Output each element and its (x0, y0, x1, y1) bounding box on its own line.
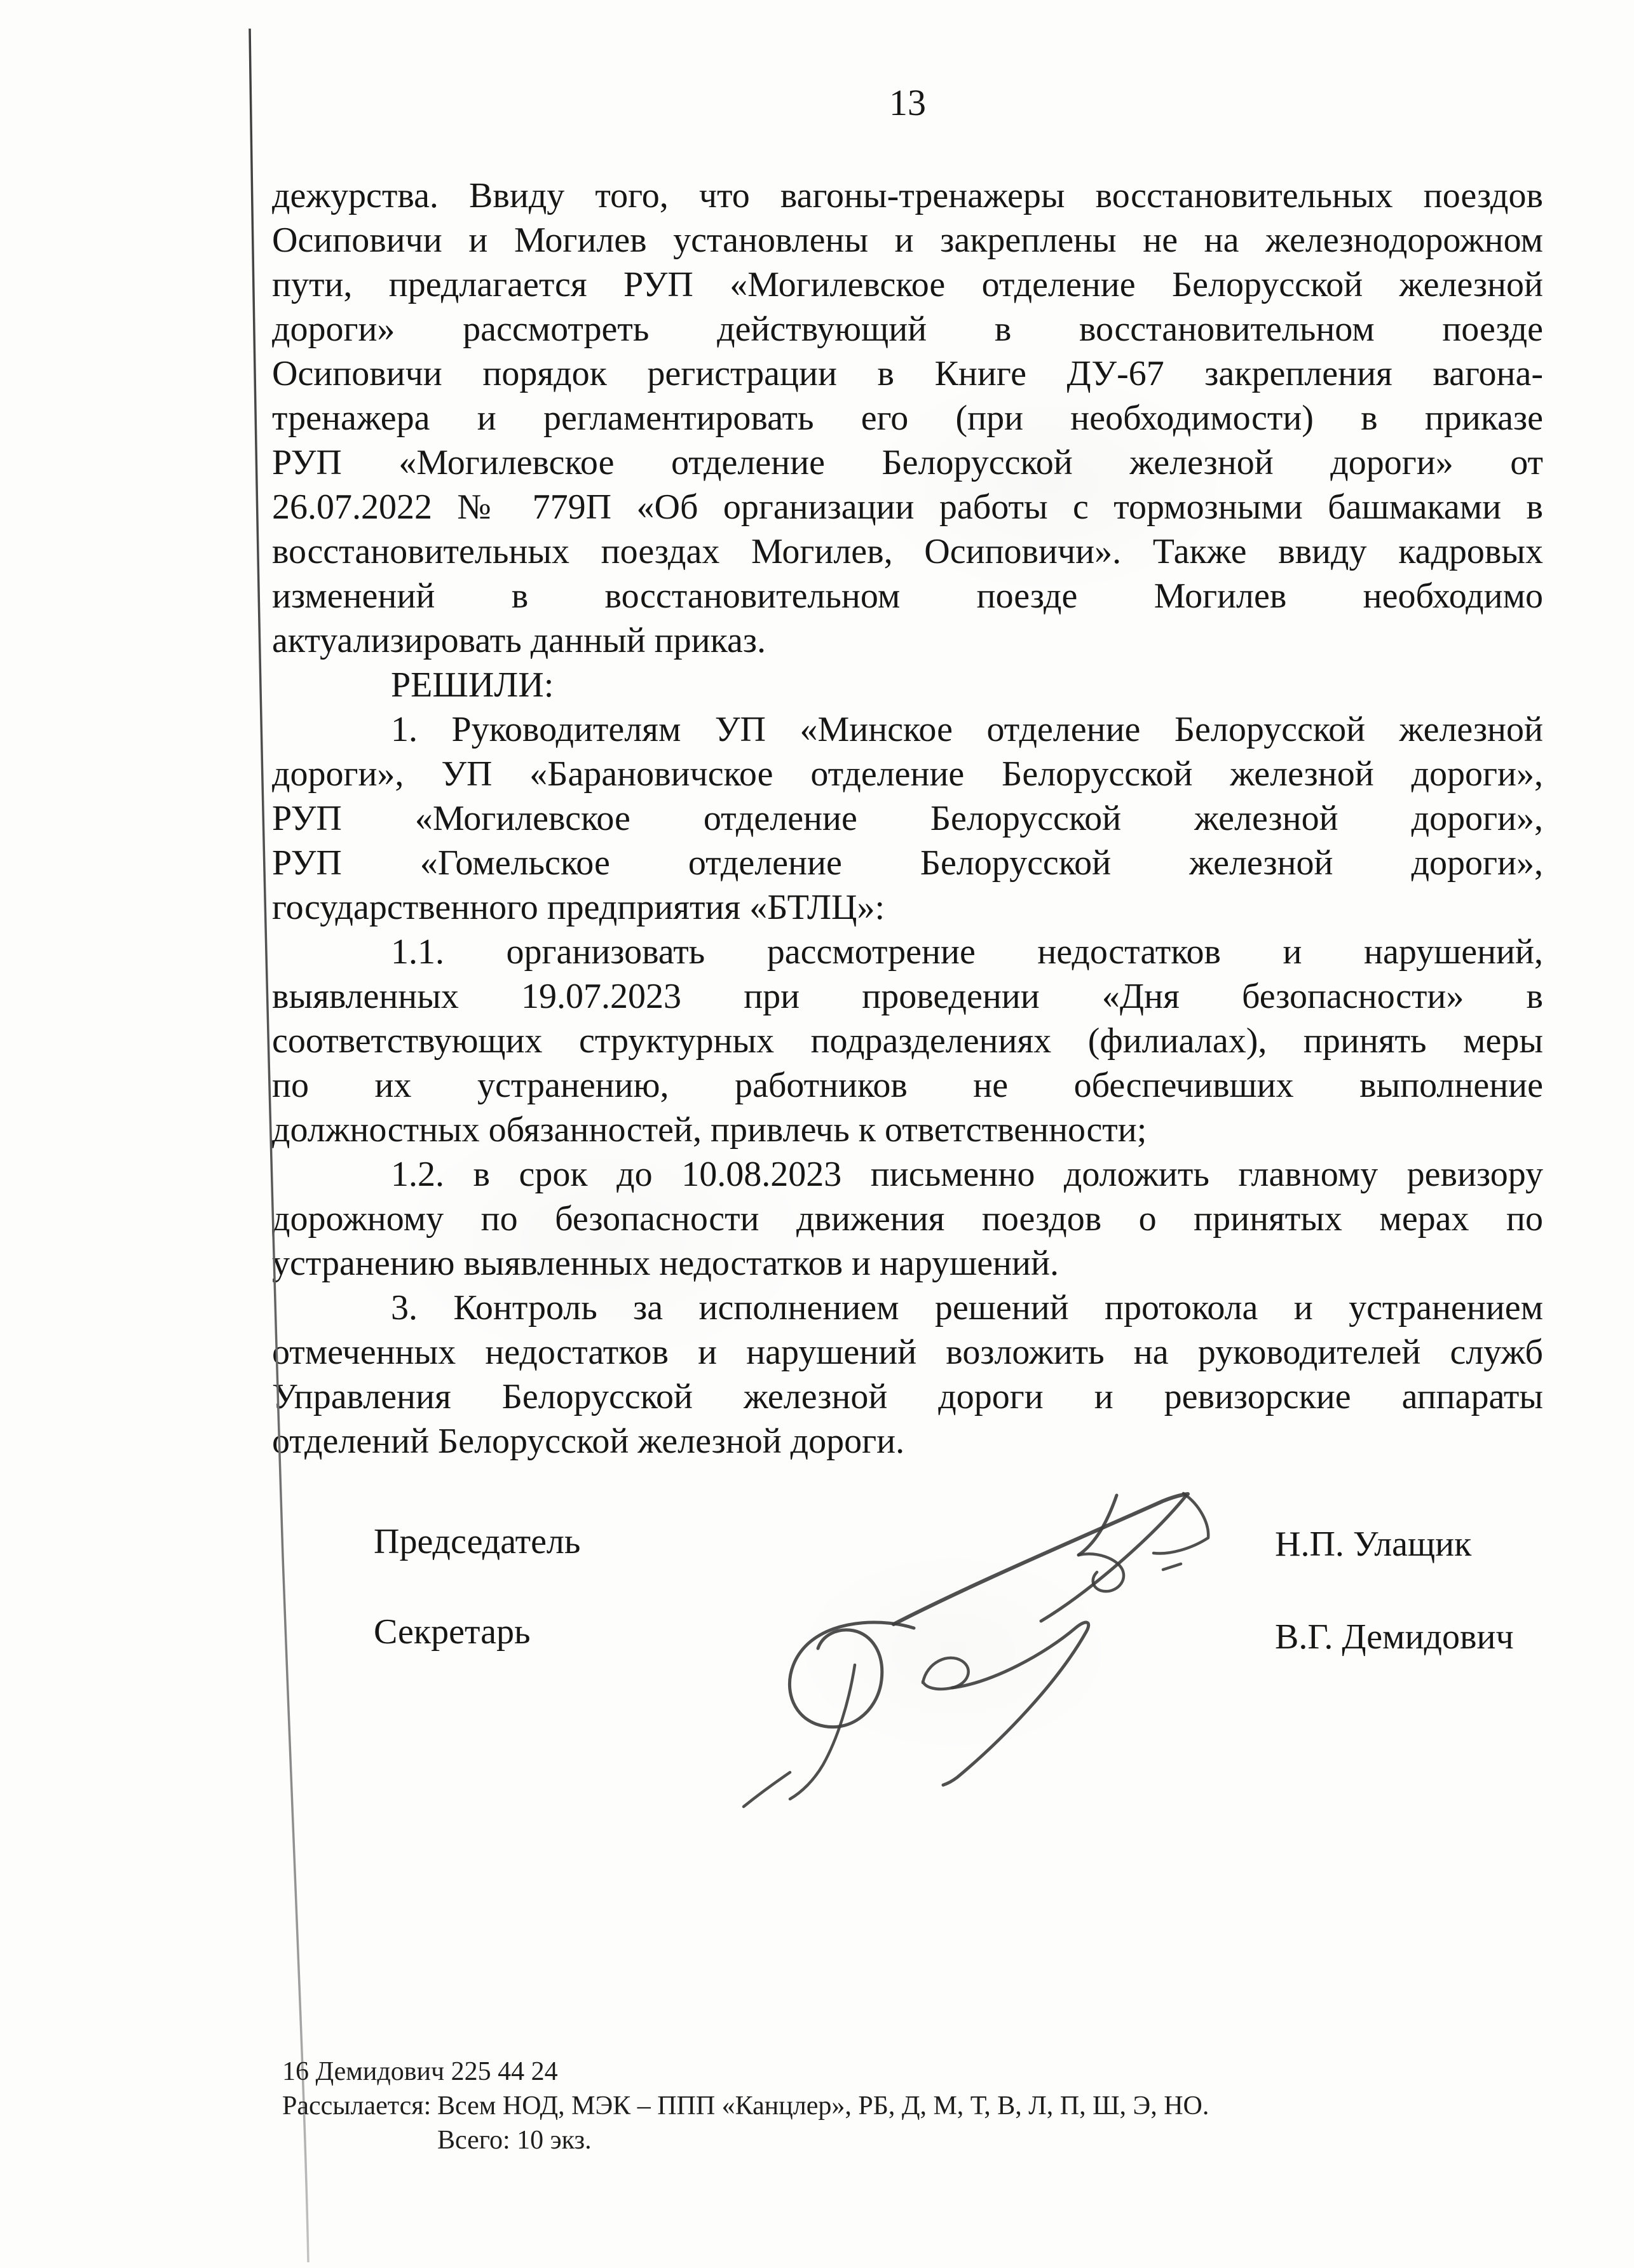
body-line: 1.1. организовать рассмотрение недостатков и нарушений, (391, 932, 1543, 972)
document-body (272, 173, 1543, 1463)
body-line: РУП «Могилевское отделение Белорусской железной дороги», (272, 799, 1543, 838)
body-line: актуализировать данный приказ. (272, 621, 766, 660)
body-line: РУП «Гомельское отделение Белорусской железной дороги», (272, 843, 1543, 883)
secretary-name: В.Г. Демидович (1275, 1617, 1514, 1657)
body-line: устранению выявленных недостатков и нарушений. (272, 1244, 1059, 1283)
footer-executor: 16 Демидович 225 44 24 (282, 2057, 558, 2086)
page-number: 13 (889, 82, 926, 123)
body-line: 26.07.2022 № 779П «Об организации работы с тормозными башмаками в (272, 487, 1543, 527)
body-line: отмеченных недостатков и нарушений возложить на руководителей служб (272, 1333, 1543, 1372)
chairman-signature-scribble (894, 1493, 1208, 1624)
chairman-name: Н.П. Улащик (1275, 1524, 1472, 1564)
body-line: изменений в восстановительном поезде Могилев необходимо (272, 576, 1543, 616)
body-line: восстановительных поездах Могилев, Осиповичи». Также ввиду кадровых (272, 532, 1543, 571)
footer-distribution-list: Всем НОД, МЭК – ППП «Канцлер», РБ, Д, М, Т, В, Л, П, Ш, Э, НО. (437, 2091, 1209, 2121)
body-line: по их устранению, работников не обеспечивших выполнение (272, 1066, 1543, 1105)
body-line: государственного предприятия «БТЛЦ»: (272, 888, 885, 927)
body-line: дежурства. Ввиду того, что вагоны-тренажеры восстановительных поездов (272, 176, 1543, 215)
body-line: РЕШИЛИ: (391, 665, 554, 705)
footer-distribution-label: Рассылается: (282, 2091, 432, 2121)
chairman-title: Председатель (374, 1522, 581, 1561)
body-line: 1.2. в срок до 10.08.2023 письменно доложить главному ревизору (391, 1155, 1543, 1194)
footer-total-copies: Всего: 10 экз. (437, 2126, 592, 2155)
body-line: дорожному по безопасности движения поездов о принятых мерах по (272, 1199, 1543, 1239)
body-line: Осиповичи порядок регистрации в Книге ДУ-67 закрепления вагона- (272, 354, 1543, 393)
body-line: выявленных 19.07.2023 при проведении «Дня безопасности» в (272, 977, 1543, 1016)
document-footer (282, 2054, 1209, 2157)
body-line: дороги», УП «Барановичское отделение Белорусской железной дороги», (272, 754, 1543, 794)
body-line: Осиповичи и Могилев установлены и закреплены не на железнодорожном (272, 221, 1543, 260)
body-line: отделений Белорусской железной дороги. (272, 1422, 905, 1461)
body-line: соответствующих структурных подразделениях (филиалах), принять меры (272, 1021, 1543, 1061)
body-line: РУП «Могилевское отделение Белорусской железной дороги» от (272, 443, 1543, 482)
body-line: пути, предлагается РУП «Могилевское отделение Белорусской железной (272, 265, 1543, 304)
secretary-title: Секретарь (374, 1612, 531, 1652)
body-line: 3. Контроль за исполнением решений протокола и устранением (391, 1288, 1543, 1328)
body-line: 1. Руководителям УП «Минское отделение Белорусской железной (391, 710, 1543, 749)
body-line: дороги» рассмотреть действующий в восстановительном поезде (272, 309, 1543, 349)
secretary-signature-scribble (744, 1622, 1089, 1807)
body-line: тренажера и регламентировать его (при необходимости) в приказе (272, 398, 1543, 438)
body-line: должностных обязанностей, привлечь к ответственности; (272, 1110, 1147, 1150)
body-line: Управления Белорусской железной дороги и ревизорские аппараты (272, 1377, 1543, 1416)
